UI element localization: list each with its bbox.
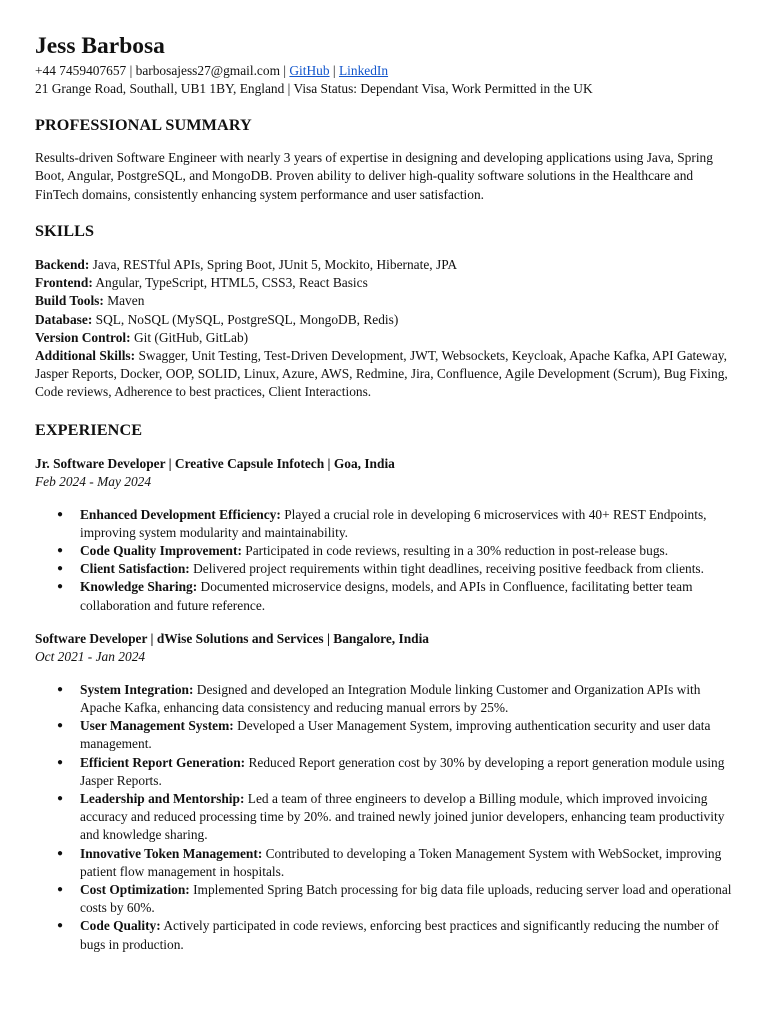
skill-value: Maven (103, 293, 145, 309)
list-item (35, 917, 738, 953)
list-item (35, 542, 738, 560)
bullet-text: Contributed to developing a Token Management System with WebSocket, improving patient flow management in hospitals. (80, 845, 722, 879)
bullet-text: Designed and developed an Integration Module linking Customer and Organization APIs with Apache Kafka, enhancing data consistency and reducing manual errors by 25%. (80, 681, 701, 715)
bullet-label: Innovative Token Management: (80, 845, 263, 861)
bullet-label: Efficient Report Generation: (80, 754, 246, 770)
list-item (35, 681, 738, 717)
bullet-text: Delivered project requirements within tight deadlines, receiving positive feedback from clients. (189, 561, 704, 577)
skill-label: Build Tools: (35, 293, 104, 309)
bullet-label: System Integration: (80, 681, 194, 697)
skill-label: Additional Skills: (35, 347, 136, 363)
skill-value: Git (GitHub, GitLab) (130, 329, 249, 345)
experience-heading: EXPERIENCE (35, 420, 143, 439)
job-title: Jr. Software Developer | Creative Capsule Infotech | Goa, India (35, 455, 395, 471)
skill-row-database (35, 311, 738, 329)
list-item (35, 717, 738, 753)
bullet-label: Code Quality Improvement: (80, 542, 242, 558)
skill-row-backend (35, 256, 738, 274)
list-item (35, 754, 738, 790)
bullet-text: Played a crucial role in developing 6 microservices with 40+ REST Endpoints, improving system modularity and maintainability. (80, 506, 707, 540)
github-link[interactable]: GitHub (289, 63, 330, 78)
list-item (35, 845, 738, 881)
summary-text: Results-driven Software Engineer with nearly 3 years of expertise in designing and developing applications using Java, Spring Boot, Angular, PostgreSQL, and MongoDB. Proven ability to deliver high-quality software solutions in the Healthcare and FinTech domains, consistently enhancing system performance and user satisfaction. (35, 150, 713, 202)
skills-list (35, 256, 738, 402)
list-item (35, 790, 738, 845)
list-item (35, 506, 738, 542)
bullet-text: Actively participated in code reviews, enforcing best practices and significantly reducing the number of bugs in production. (80, 918, 719, 952)
skill-row-build-tools (35, 292, 738, 310)
job-entry (35, 630, 738, 954)
skill-label: Backend: (35, 256, 90, 272)
skill-value: SQL, NoSQL (MySQL, PostgreSQL, MongoDB, Redis) (92, 311, 399, 327)
bullet-label: Cost Optimization: (80, 881, 190, 897)
skill-row-frontend (35, 274, 738, 292)
bullet-text: Led a team of three engineers to develop a Billing module, which improved invoicing accuracy and reduced processing time by 20%. and trained newly joined junior developers, enhancing team productivity and knowledge sharing. (80, 790, 725, 843)
skill-label: Version Control: (35, 329, 131, 345)
linkedin-link[interactable]: LinkedIn (338, 63, 389, 78)
skill-value: Angular, TypeScript, HTML5, CSS3, React Basics (92, 275, 368, 291)
bullet-text: Reduced Report generation cost by 30% by developing a report generation module using Jasper Reports. (80, 754, 725, 788)
job-dates: Oct 2021 - Jan 2024 (35, 648, 146, 664)
job-title: Software Developer | dWise Solutions and Services | Bangalore, India (35, 630, 430, 646)
candidate-name: Jess Barbosa (35, 33, 165, 59)
separator: | (280, 63, 290, 78)
bullet-text: Documented microservice designs, models, and APIs in Confluence, facilitating better team collaboration and future reference. (80, 579, 693, 613)
skill-row-additional (35, 347, 738, 402)
skill-value: Java, RESTful APIs, Spring Boot, JUnit 5, Mockito, Hibernate, JPA (89, 256, 458, 272)
contact-line (35, 62, 738, 80)
bullet-text: Implemented Spring Batch processing for big data file uploads, reducing server load and operational costs by 60%. (80, 881, 732, 916)
list-item (35, 881, 738, 917)
skill-label: Frontend: (35, 275, 93, 291)
bullet-label: Knowledge Sharing: (80, 579, 198, 595)
separator: | (126, 63, 136, 78)
email-address: barbosajess27@gmail.com (135, 63, 280, 78)
bullet-label: Leadership and Mentorship: (80, 790, 245, 806)
job-bullets (35, 681, 738, 954)
job-bullets (35, 506, 738, 615)
bullet-text: Participated in code reviews, resulting in a 30% reduction in post-release bugs. (241, 542, 669, 558)
skill-label: Database: (35, 311, 93, 327)
bullet-label: Code Quality: (80, 918, 161, 934)
skill-row-version-control (35, 329, 738, 347)
phone-number: +44 7459407657 (35, 63, 127, 78)
summary-heading: PROFESSIONAL SUMMARY (35, 116, 252, 134)
bullet-label: Enhanced Development Efficiency: (80, 506, 281, 522)
list-item (35, 578, 738, 614)
skills-heading: SKILLS (35, 221, 95, 240)
separator: | (329, 63, 339, 78)
skill-value: Swagger, Unit Testing, Test-Driven Development, JWT, Websockets, Keycloak, Apache Kafka, API Gateway, Jasper Reports, Docker, OOP, SOLID, Linux, Azure, AWS, Redmine, Jira, Confluence, Agile Development (Scrum), Bug Fixing, Code reviews, Adherence to best practices, Client Interactions. (35, 347, 728, 400)
address-line: 21 Grange Road, Southall, UB1 1BY, England | Visa Status: Dependant Visa, Work Permitted in the UK (35, 81, 593, 96)
bullet-text: Developed a User Management System, improving authentication security and user data management. (80, 718, 711, 752)
job-entry (35, 455, 738, 615)
bullet-label: Client Satisfaction: (80, 561, 190, 577)
list-item (35, 560, 738, 578)
job-dates: Feb 2024 - May 2024 (35, 473, 152, 489)
bullet-label: User Management System: (80, 718, 234, 734)
